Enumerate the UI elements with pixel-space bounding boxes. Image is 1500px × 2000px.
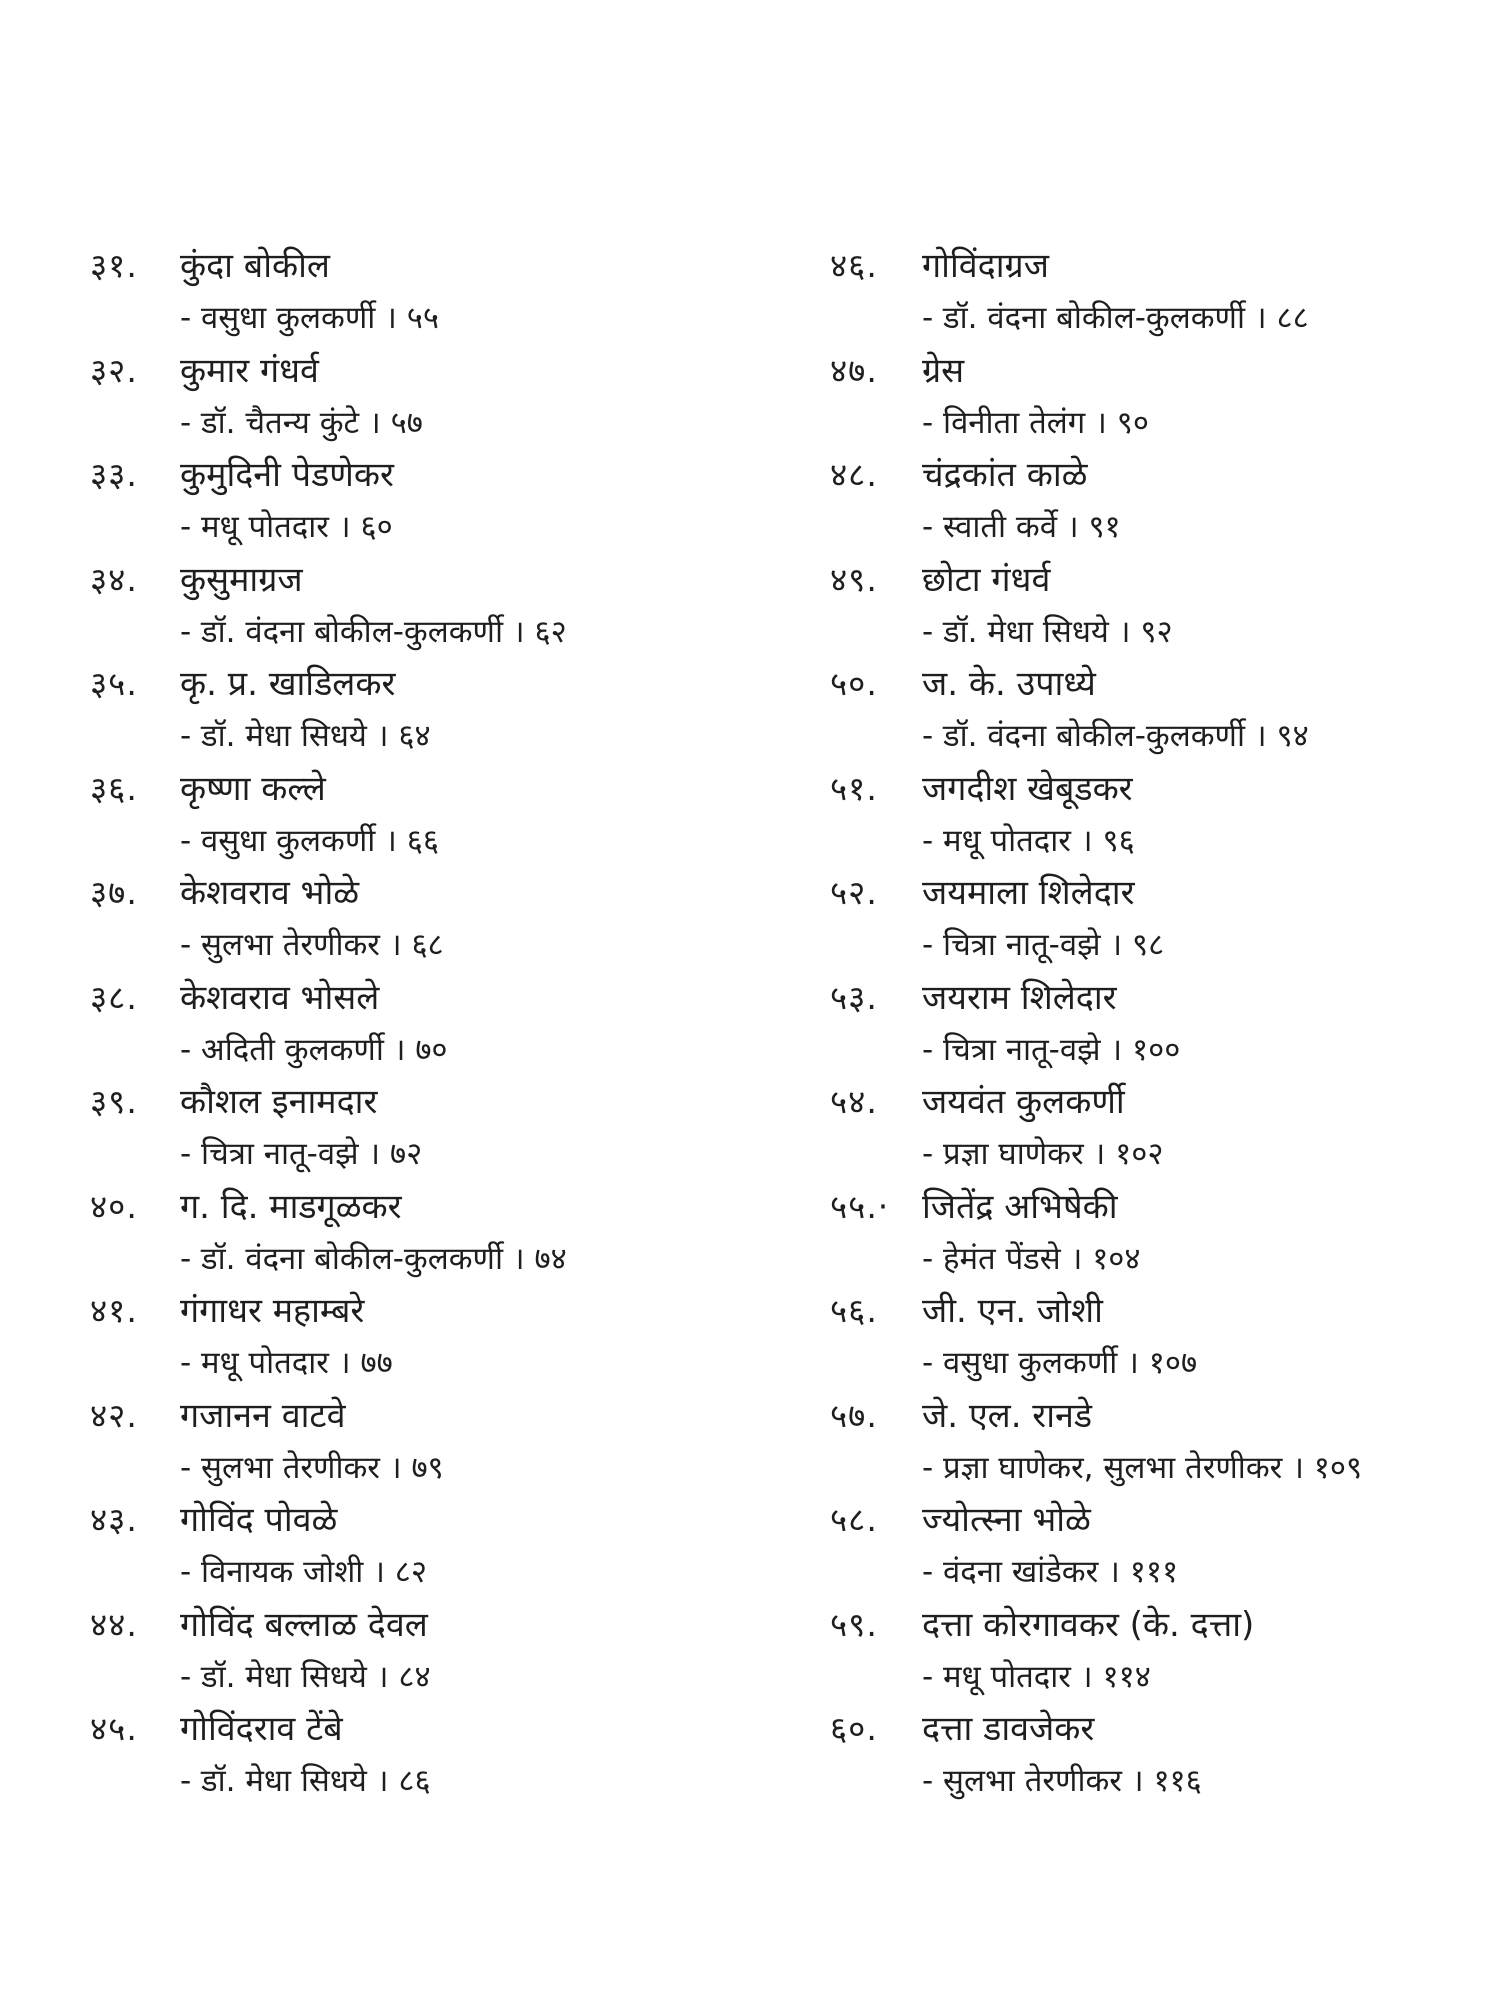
entry-title: दत्ता कोरगावकर (के. दत्ता) xyxy=(922,1604,1255,1645)
entry-title: जितेंद्र अभिषेकी xyxy=(922,1186,1118,1227)
entry-author-line xyxy=(922,1337,1197,1389)
entry-separator: । xyxy=(389,927,402,963)
entry-author: - वसुधा कुलकर्णी xyxy=(180,822,376,859)
entry-author-line xyxy=(180,1233,567,1285)
entry-author-line xyxy=(180,919,444,971)
entry-number: ४०. xyxy=(90,1186,138,1226)
entry-number: ४२. xyxy=(90,1395,138,1435)
toc-entry xyxy=(90,1181,770,1286)
entry-title: छोटा गंधर्व xyxy=(922,559,1051,600)
toc-entry xyxy=(90,1390,770,1495)
entry-number: ४८. xyxy=(830,455,878,494)
entry-title: ज्योत्स्ना भोळे xyxy=(922,1500,1091,1540)
entry-author-line xyxy=(922,1546,1178,1598)
entry-page-number: ८४ xyxy=(398,1658,431,1695)
entry-author-line xyxy=(922,1128,1164,1180)
entry-separator: । xyxy=(1118,613,1131,650)
entry-title: कृष्णा कल्ले xyxy=(180,768,326,809)
entry-separator: । xyxy=(373,1554,385,1590)
entry-page-number: ८६ xyxy=(398,1763,431,1799)
entry-author: - वसुधा कुलकर्णी xyxy=(922,1345,1118,1381)
entry-separator: । xyxy=(1108,1554,1120,1590)
entry-author-line xyxy=(922,606,1173,658)
entry-separator: । xyxy=(1131,1763,1144,1799)
entry-author-line xyxy=(922,1233,1141,1285)
toc-entry xyxy=(830,658,1480,763)
entry-separator: । xyxy=(1080,822,1093,859)
entry-title: जयमाला शिलेदार xyxy=(922,873,1135,913)
entry-title: जी. एन. जोशी xyxy=(922,1291,1103,1331)
entry-number: ३२. xyxy=(90,350,138,390)
entry-author: - प्रज्ञा घाणेकर xyxy=(922,1136,1084,1172)
entry-title: ग्रेस xyxy=(922,350,965,391)
entry-author: - मधू पोतदार xyxy=(180,1345,329,1381)
toc-entry xyxy=(90,763,770,868)
entry-page-number: १०२ xyxy=(1115,1136,1164,1172)
entry-page-number: ७२ xyxy=(389,1136,423,1172)
entry-author: - वंदना खांडेकर xyxy=(922,1554,1099,1590)
entry-number: ५३. xyxy=(830,977,878,1017)
entry-title: कुसुमाग्रज xyxy=(180,559,303,600)
entry-author: - चित्रा नातू-वझे xyxy=(922,1031,1101,1068)
entry-author-line xyxy=(922,1024,1180,1076)
entry-page-number: १११ xyxy=(1129,1554,1179,1590)
entry-page-number: ९२ xyxy=(1140,613,1173,650)
entry-title: कुमुदिनी पेडणेकर xyxy=(180,455,394,495)
entry-author-line xyxy=(180,1546,427,1598)
contents-column-left xyxy=(90,240,770,1808)
toc-entry xyxy=(90,1076,770,1181)
entry-author: - हेमंत पेंडसे xyxy=(922,1240,1061,1277)
entry-title: गोविंदाग्रज xyxy=(922,246,1049,286)
toc-entry xyxy=(90,972,770,1077)
entry-separator: । xyxy=(338,509,351,545)
contents-column-right xyxy=(830,240,1480,1808)
entry-number: ५२. xyxy=(830,873,878,912)
entry-page-number: ९० xyxy=(1116,404,1149,441)
entry-number: ३३. xyxy=(90,455,138,494)
entry-title: कुमार गंधर्व xyxy=(180,350,319,391)
toc-entry xyxy=(90,1494,770,1599)
entry-author: - प्रज्ञा घाणेकर, सुलभा तेरणीकर xyxy=(922,1449,1283,1486)
entry-separator: । xyxy=(1127,1345,1139,1381)
entry-title: ग. दि. माडगूळकर xyxy=(180,1186,402,1227)
entry-author-line xyxy=(922,1651,1151,1703)
entry-number: ४६. xyxy=(830,246,878,285)
entry-number: ४७. xyxy=(830,350,878,390)
entry-page-number: ७० xyxy=(415,1031,448,1068)
entry-page-number: ७७ xyxy=(360,1345,393,1381)
entry-author-line xyxy=(180,292,439,344)
toc-entry xyxy=(830,240,1480,345)
entry-author-line xyxy=(180,1755,431,1807)
entry-author: - डॉ. मेधा सिधये xyxy=(180,1658,367,1695)
toc-entry xyxy=(830,763,1480,868)
entry-separator: । xyxy=(1066,509,1079,545)
entry-separator: । xyxy=(338,1345,351,1381)
entry-separator: । xyxy=(1254,718,1267,754)
entry-author: - अदिती कुलकर्णी xyxy=(180,1031,384,1068)
entry-page-number: ६० xyxy=(360,509,393,545)
entry-author-line xyxy=(922,1442,1362,1494)
entry-title: गोविंद बल्लाळ देवल xyxy=(180,1604,428,1645)
entry-author-line xyxy=(922,815,1135,867)
entry-number: ३५. xyxy=(90,664,138,703)
entry-author-line xyxy=(922,919,1164,971)
entry-separator: । xyxy=(1292,1449,1304,1486)
entry-page-number: १०० xyxy=(1131,1031,1181,1068)
entry-separator: । xyxy=(1080,1658,1093,1695)
entry-author: - विनीता तेलंग xyxy=(922,404,1086,441)
entry-author: - सुलभा तेरणीकर xyxy=(180,927,380,963)
entry-title: जे. एल. रानडे xyxy=(922,1395,1093,1436)
entry-title: ज. के. उपाध्ये xyxy=(922,664,1096,704)
entry-title: गोविंदराव टेंबे xyxy=(180,1709,343,1749)
entry-author: - डॉ. वंदना बोकील-कुलकर्णी xyxy=(180,1240,503,1277)
entry-number: ५९. xyxy=(830,1604,878,1644)
entry-separator: । xyxy=(512,1240,525,1277)
entry-title: जयवंत कुलकर्णी xyxy=(922,1082,1125,1122)
entry-separator: । xyxy=(1254,300,1267,336)
entry-author: - चित्रा नातू-वझे xyxy=(922,927,1101,963)
entry-author: - विनायक जोशी xyxy=(180,1554,364,1590)
entry-page-number: ९४ xyxy=(1276,718,1309,754)
entry-author-line xyxy=(180,815,439,867)
entry-number: ३७. xyxy=(90,873,138,912)
entry-author: - डॉ. चैतन्य कुंटे xyxy=(180,404,360,441)
entry-page-number: ६४ xyxy=(398,718,431,754)
entry-number: ३९. xyxy=(90,1082,138,1121)
entry-author-line xyxy=(922,501,1121,553)
entry-number: ३१. xyxy=(90,246,138,285)
entry-separator: । xyxy=(1110,927,1123,963)
entry-number: ५७. xyxy=(830,1395,878,1435)
entry-author: - मधू पोतदार xyxy=(180,509,329,545)
entry-author: - डॉ. मेधा सिधये xyxy=(180,1763,367,1799)
entry-number: ६०. xyxy=(830,1709,878,1748)
entry-author: - डॉ. मेधा सिधये xyxy=(922,613,1109,650)
entry-page-number: ९६ xyxy=(1102,822,1135,859)
toc-entry xyxy=(830,1285,1480,1390)
entry-author: - चित्रा नातू-वझे xyxy=(180,1136,359,1172)
entry-title: गोविंद पोवळे xyxy=(180,1500,338,1540)
entry-author-line xyxy=(922,710,1309,762)
entry-number: ४४. xyxy=(90,1604,138,1644)
entry-number: ५०. xyxy=(830,664,878,703)
entry-separator: । xyxy=(512,613,525,650)
entry-page-number: ८२ xyxy=(394,1554,428,1590)
entry-author: - मधू पोतदार xyxy=(922,1658,1071,1695)
entry-number: ३६. xyxy=(90,768,138,808)
entry-number: ३४. xyxy=(90,559,138,599)
toc-entry xyxy=(90,1703,770,1808)
entry-title: गंगाधर महाम्बरे xyxy=(180,1291,365,1331)
entry-separator: । xyxy=(1093,1136,1106,1172)
entry-page-number: ५७ xyxy=(390,404,423,441)
entry-author-line xyxy=(180,1128,422,1180)
entry-page-number: ११६ xyxy=(1153,1763,1202,1799)
entry-author: - डॉ. मेधा सिधये xyxy=(180,718,367,754)
entry-page-number: ७९ xyxy=(411,1449,444,1486)
entry-page-number: ९८ xyxy=(1131,927,1165,963)
entry-title: चंद्रकांत काळे xyxy=(922,455,1088,495)
entry-title: दत्ता डावजेकर xyxy=(922,1709,1095,1749)
toc-entry xyxy=(90,554,770,659)
entry-separator: । xyxy=(368,1136,381,1172)
entry-page-number: ६२ xyxy=(534,613,567,650)
entry-number: ५५.· xyxy=(830,1186,890,1226)
entry-separator: । xyxy=(1095,404,1107,441)
entry-number: ३८. xyxy=(90,977,138,1017)
entry-separator: । xyxy=(385,822,397,859)
entry-separator: । xyxy=(369,404,381,441)
entry-number: ५६. xyxy=(830,1291,878,1330)
toc-entry xyxy=(90,1285,770,1390)
entry-page-number: ८८ xyxy=(1276,300,1309,336)
entry-separator: । xyxy=(376,1658,389,1695)
toc-entry xyxy=(830,449,1480,554)
entry-author: - डॉ. वंदना बोकील-कुलकर्णी xyxy=(922,300,1245,336)
entry-page-number: ९१ xyxy=(1088,509,1121,545)
entry-number: ४५. xyxy=(90,1709,138,1748)
entry-author-line xyxy=(922,1755,1202,1807)
toc-entry xyxy=(90,1599,770,1704)
toc-entry xyxy=(830,1494,1480,1599)
entry-author: - डॉ. वंदना बोकील-कुलकर्णी xyxy=(922,718,1245,754)
entry-author-line xyxy=(180,397,423,449)
entry-separator: । xyxy=(393,1031,406,1068)
entry-author: - सुलभा तेरणीकर xyxy=(922,1763,1122,1799)
toc-entry xyxy=(830,554,1480,659)
toc-entry xyxy=(830,1076,1480,1181)
toc-entry xyxy=(90,449,770,554)
toc-entry xyxy=(830,1599,1480,1704)
entry-title: जगदीश खेबूडकर xyxy=(922,768,1133,809)
entry-title: गजानन वाटवे xyxy=(180,1395,346,1436)
entry-number: ५८. xyxy=(830,1500,878,1539)
entry-page-number: १०९ xyxy=(1313,1449,1363,1486)
entry-title: कौशल इनामदार xyxy=(180,1082,378,1122)
toc-entry xyxy=(830,867,1480,972)
toc-entry xyxy=(830,1703,1480,1808)
entry-separator: । xyxy=(376,718,389,754)
entry-author-line xyxy=(180,710,431,762)
entry-number: ४३. xyxy=(90,1500,138,1539)
toc-entry xyxy=(90,867,770,972)
toc-entry xyxy=(830,1390,1480,1495)
entry-author: - सुलभा तेरणीकर xyxy=(180,1449,380,1486)
entry-author-line xyxy=(180,606,567,658)
entry-page-number: ११४ xyxy=(1102,1658,1151,1695)
entry-author-line xyxy=(922,397,1149,449)
entry-title: जयराम शिलेदार xyxy=(922,977,1117,1018)
toc-entry xyxy=(90,658,770,763)
entry-page-number: ६६ xyxy=(406,822,439,859)
entry-separator: । xyxy=(1110,1031,1123,1068)
entry-author-line xyxy=(180,1442,444,1494)
entry-author: - डॉ. वंदना बोकील-कुलकर्णी xyxy=(180,613,503,650)
entry-author-line xyxy=(922,292,1309,344)
entry-number: ४९. xyxy=(830,559,878,599)
entry-author: - स्वाती कर्वे xyxy=(922,509,1057,545)
toc-entry xyxy=(90,345,770,450)
entry-number: ४१. xyxy=(90,1291,138,1330)
entry-page-number: १०४ xyxy=(1092,1240,1141,1277)
entry-separator: । xyxy=(376,1763,389,1799)
toc-entry xyxy=(830,345,1480,450)
entry-title: केशवराव भोळे xyxy=(180,873,360,913)
entry-page-number: ७४ xyxy=(534,1240,567,1277)
entry-separator: । xyxy=(385,300,397,336)
entry-author-line xyxy=(180,501,393,553)
entry-number: ५४. xyxy=(830,1082,878,1121)
toc-entry xyxy=(830,1181,1480,1286)
entry-title: कुंदा बोकील xyxy=(180,246,330,286)
entry-separator: । xyxy=(1070,1240,1083,1277)
entry-author-line xyxy=(180,1024,448,1076)
entry-title: केशवराव भोसले xyxy=(180,977,380,1018)
toc-entry xyxy=(90,240,770,345)
entry-author-line xyxy=(180,1651,431,1703)
entry-author: - मधू पोतदार xyxy=(922,822,1071,859)
entry-page-number: १०७ xyxy=(1148,1345,1198,1381)
entry-author: - वसुधा कुलकर्णी xyxy=(180,300,376,336)
entry-page-number: ५५ xyxy=(406,300,439,336)
entry-number: ५१. xyxy=(830,768,878,808)
entry-title: कृ. प्र. खाडिलकर xyxy=(180,664,396,704)
entry-separator: । xyxy=(389,1449,402,1486)
entry-author-line xyxy=(180,1337,393,1389)
entry-page-number: ६८ xyxy=(411,927,444,963)
toc-entry xyxy=(830,972,1480,1077)
